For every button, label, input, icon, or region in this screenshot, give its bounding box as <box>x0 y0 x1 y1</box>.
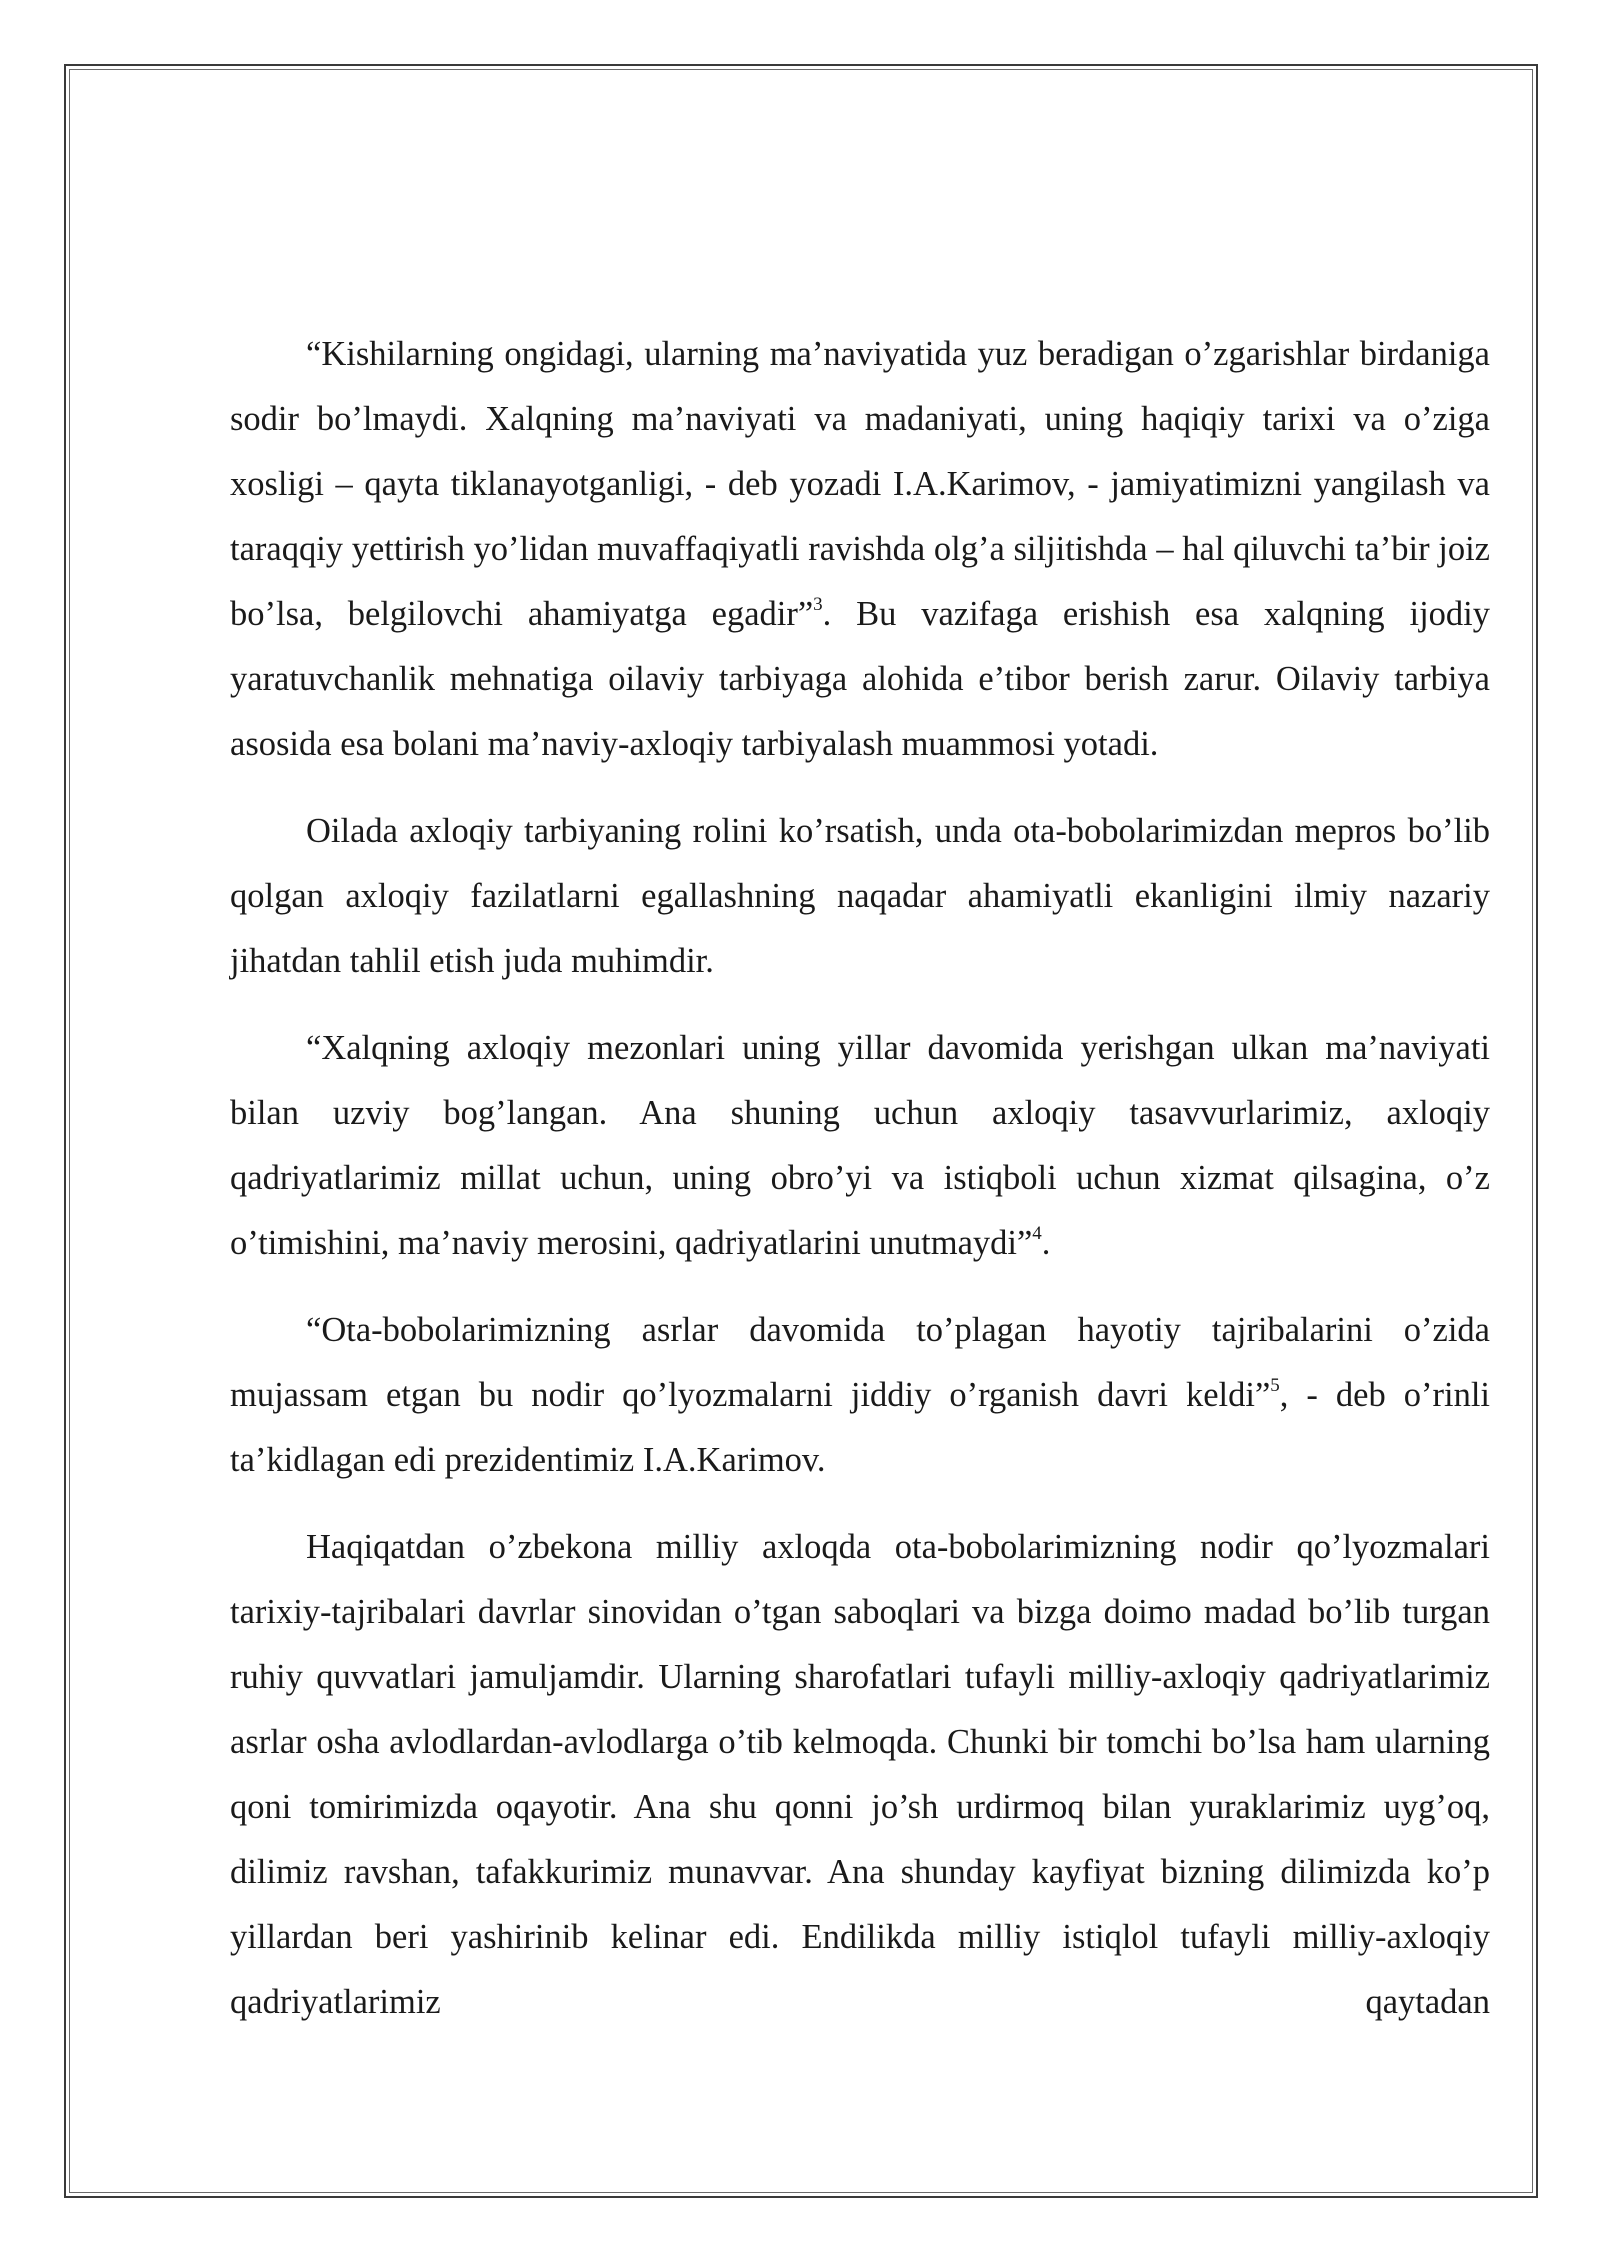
paragraph-2 <box>230 799 1490 994</box>
paragraph-3-continuation: . <box>1041 1224 1051 1262</box>
footnote-ref-4[interactable]: 4 <box>1032 1223 1042 1244</box>
paragraph-4-continuation: , - deb o’rinli ta’kidlagan edi prezidentimiz I.A.Karimov. <box>230 1376 1490 1479</box>
paragraph-5-text: Haqiqatdan o’zbekona milliy axloqda ota-bobolarimizning nodir qo’lyozmalari tarixiy-tajribalari davrlar sinovidan o’tgan saboqlari va bizga doimo madad bo’lib turgan ruhiy quvvatlari jamuljamdir. Ularning sharofatlari tufayli milliy-axloqiy qadriyatlarimiz asrlar osha avlodlardan-avlodlarga o’tib kelmoqda. Chunki bir tomchi bo’lsa ham ularning qoni tomirimizda oqayotir. Ana shu qonni jo’sh urdirmoq bilan yuraklarimiz uyg’oq, dilimiz ravshan, tafakkurimiz munavvar. Ana shunday kayfiyat bizning dilimizda ko’p yillardan beri yashirinib kelinar edi. Endilikda milliy istiqlol tufayli milliy-axloqiy qadriyatlarimiz qaytadan <box>230 1528 1490 2021</box>
document-body <box>230 322 1490 2057</box>
paragraph-3 <box>230 1016 1490 1276</box>
footnote-ref-5[interactable]: 5 <box>1270 1375 1280 1396</box>
paragraph-2-text: Oilada axloqiy tarbiyaning rolini ko’rsatish, unda ota-bobolarimizdan mepros bo’lib qolgan axloqiy fazilatlarni egallashning naqadar ahamiyatli ekanligini ilmiy nazariy jihatdan tahlil etish juda muhimdir. <box>230 812 1490 980</box>
paragraph-5 <box>230 1515 1490 2035</box>
paragraph-1 <box>230 322 1490 777</box>
paragraph-4 <box>230 1298 1490 1493</box>
paragraph-4-text: “Ota-bobolarimizning asrlar davomida to’plagan hayotiy tajribalarini o’zida mujassam etgan bu nodir qo’lyozmalarni jiddiy o’rganish davri keldi” <box>230 1311 1490 1414</box>
footnote-ref-3[interactable]: 3 <box>813 594 823 615</box>
paragraph-3-text: “Xalqning axloqiy mezonlari uning yillar davomida yerishgan ulkan ma’naviyati bilan uzviy bog’langan. Ana shuning uchun axloqiy tasavvurlarimiz, axloqiy qadriyatlarimiz millat uchun, uning obro’yi va istiqboli uchun xizmat qilsagina, o’z o’timishini, ma’naviy merosini, qadriyatlarini unutmaydi” <box>230 1029 1490 1262</box>
paragraph-1-continuation: . Bu vazifaga erishish esa xalqning ijodiy yaratuvchanlik mehnatiga oilaviy tarbiyaga alohida e’tibor berish zarur. Oilaviy tarbiya asosida esa bolani ma’naviy-axloqiy tarbiyalash muammosi yotadi. <box>230 595 1490 763</box>
paragraph-1-text: “Kishilarning ongidagi, ularning ma’naviyatida yuz beradigan o’zgarishlar birdaniga sodir bo’lmaydi. Xalqning ma’naviyati va madaniyati, uning haqiqiy tarixi va o’ziga xosligi – qayta tiklanayotganligi, - deb yozadi I.A.Karimov, - jamiyatimizni yangilash va taraqqiy yettirish yo’lidan muvaffaqiyatli ravishda olg’a siljitishda – hal qiluvchi ta’bir joiz bo’lsa, belgilovchi ahamiyatga egadir” <box>230 335 1490 633</box>
